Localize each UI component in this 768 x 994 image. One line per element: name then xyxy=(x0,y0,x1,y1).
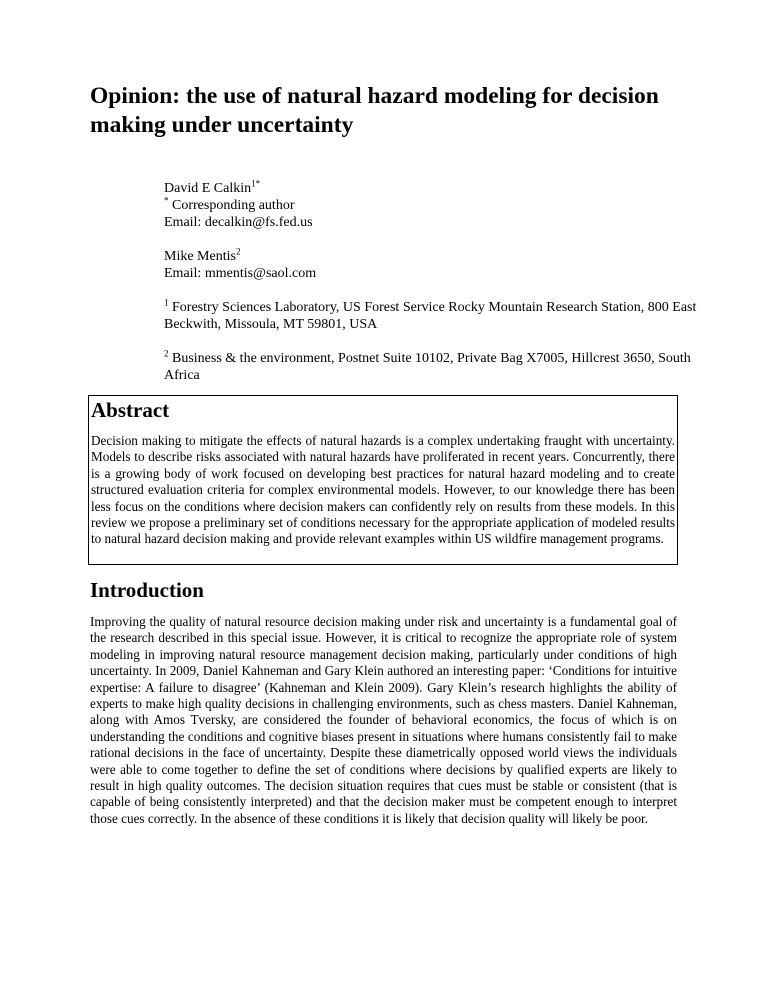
affiliation-2-text: Business & the environment, Postnet Suite 10102, Private Bag X7005, Hillcrest 3650, South Africa xyxy=(164,351,691,383)
author-2-name: Mike Mentis xyxy=(164,249,236,264)
author-1 xyxy=(164,180,724,197)
author-1-superscript: 1* xyxy=(251,178,261,189)
corresponding-text: Corresponding author xyxy=(168,198,295,213)
abstract-text: Decision making to mitigate the effects of natural hazards is a complex undertaking fraught with uncertainty. Models to describe risks associated with natural hazards have proliferated in recent years. Concurrently, there is a growing body of work focused on developing best practices for natural hazard modeling and to create structured evaluation criteria for complex environmental models. However, to our knowledge there has been less focus on the conditions where decision makers can confidently rely on results from these models. In this review we propose a preliminary set of conditions necessary for the appropriate application of modeled results to natural hazard decision making and provide relevant examples within US wildfire management programs. xyxy=(91,433,675,547)
introduction-heading: Introduction xyxy=(90,578,204,602)
paper-title: Opinion: the use of natural hazard modeling for decision making under uncertainty xyxy=(90,83,659,138)
corresponding-marker: * xyxy=(164,195,169,206)
author-2-email: Email: mmentis@saol.com xyxy=(164,266,317,281)
affiliation-2 xyxy=(164,350,724,384)
author-2-superscript: 2 xyxy=(235,246,241,257)
affiliation-1-text: Forestry Sciences Laboratory, US Forest Service Rocky Mountain Research Station, 800 East Beckwith, Missoula, MT 59801, USA xyxy=(164,300,697,332)
introduction-text: Improving the quality of natural resource decision making under risk and uncertainty is a fundamental goal of the research described in this special issue. However, it is critical to recognize the appropriate role of system modeling in improving natural resource management decision making, particularly under conditions of high uncertainty. In 2009, Daniel Kahneman and Gary Klein authored an interesting paper: ‘Conditions for intuitive expertise: A failure to disagree’ (Kahneman and Klein 2009). Gary Klein’s research highlights the ability of experts to make high quality decisions in challenging environments, such as chess masters. Daniel Kahneman, along with Amos Tversky, are considered the founder of behavioral economics, the focus of which is on understanding the conditions and cognitive biases present in situations where humans consistently fail to make rational decisions in the face of uncertainty. Despite these diametrically opposed world views the individuals were able to come together to define the set of conditions where decisions by qualified experts are likely to result in high quality outcomes. The decision situation requires that cues must be stable or consistent (that is capable of being consistently interpreted) and that the decision maker must be competent enough to interpret those cues correctly. In the absence of these conditions it is likely that decision quality will likely be poor. xyxy=(90,614,677,826)
author-1-name: David E Calkin xyxy=(164,181,252,196)
author-1-email: Email: decalkin@fs.fed.us xyxy=(164,215,313,230)
author-2 xyxy=(164,248,724,265)
affiliation-2-marker: 2 xyxy=(164,348,169,359)
author-block xyxy=(164,180,724,384)
affiliation-1-marker: 1 xyxy=(164,297,169,308)
corresponding-author-note xyxy=(164,197,724,214)
affiliation-1 xyxy=(164,299,724,333)
abstract-heading: Abstract xyxy=(91,398,170,422)
